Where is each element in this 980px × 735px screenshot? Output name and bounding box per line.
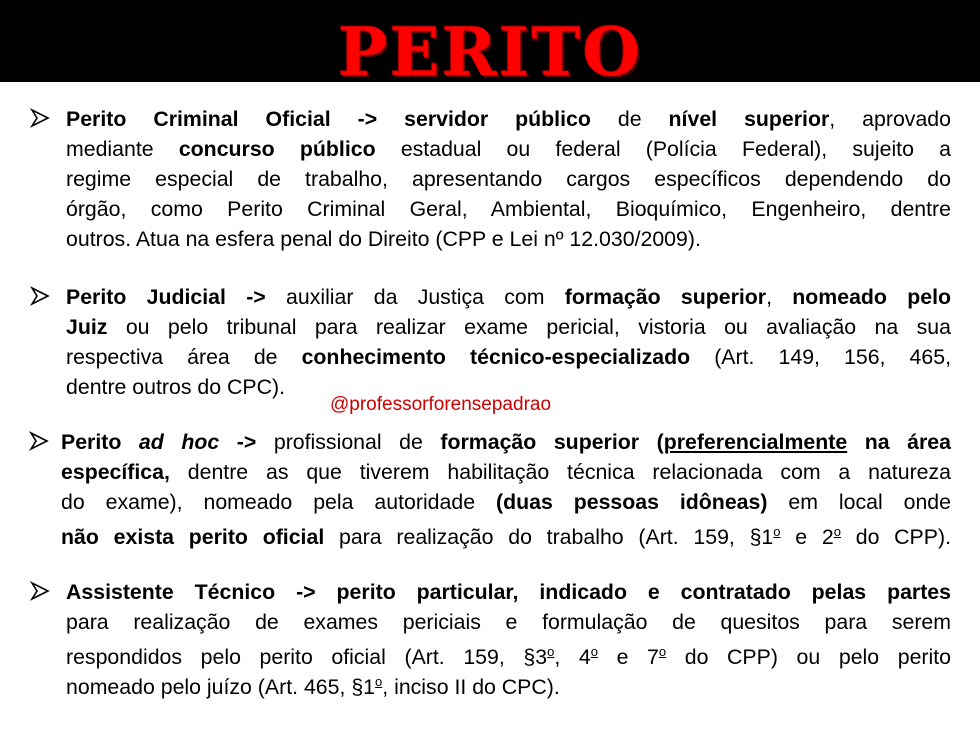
bullet-item-assistente-tecnico (66, 577, 951, 697)
item-line: órgão, como Perito Criminal Geral, Ambiental, Bioquímico, Engenheiro, dentre (66, 197, 951, 221)
item-line: regime especial de trabalho, apresentando cargos específicos dependendo do (66, 167, 951, 191)
arrowhead-bullet-icon (30, 579, 50, 603)
item-line: Perito Criminal Oficial -> servidor público de nível superior, aprovado (66, 107, 951, 131)
item-line: respondidos pelo perito oficial (Art. 159, §3$^o$, 4$^o$ e 7$^o$ do CPP) ou pelo perito (66, 644, 952, 669)
item-line: Perito ad hoc -> profissional de formação superior (preferencialmente na área (61, 430, 951, 454)
item-line: Assistente Técnico -> perito particular, indicado e contratado pelas partes (66, 580, 951, 604)
slide-title: PERITO (337, 13, 643, 91)
item-line: Perito Judicial -> auxiliar da Justiça com formação superior, nomeado pelo (66, 285, 951, 309)
bullet-item-perito-ad-hoc (61, 427, 951, 547)
item-line: respectiva área de conhecimento técnico-especializado (Art. 149, 156, 465, (66, 345, 951, 369)
bullet-item-perito-criminal-oficial (66, 104, 951, 254)
bullet-item-perito-judicial (66, 282, 951, 402)
item-line: não exista perito oficial para realização do trabalho (Art. 159, §1$^o$ e 2$^o$ do CPP). (61, 524, 951, 549)
item-line: do exame), nomeado pela autoridade (duas pessoas idôneas) em local onde (61, 490, 951, 514)
instagram-watermark: @professorforensepadrao (330, 394, 552, 415)
item-line: outros. Atua na esfera penal do Direito (CPP e Lei nº 12.030/2009). (66, 227, 701, 251)
item-line: específica, dentre as que tiverem habilitação técnica relacionada com a natureza (61, 460, 951, 484)
arrowhead-bullet-icon (30, 284, 50, 308)
item-line: mediante concurso público estadual ou federal (Polícia Federal), sujeito a (66, 137, 951, 161)
arrowhead-bullet-icon (30, 106, 50, 130)
item-line: nomeado pelo juízo (Art. 465, §1$^o$, inciso II do CPC). (66, 674, 560, 699)
item-line: Juiz ou pelo tribunal para realizar exame pericial, vistoria ou avaliação na sua (66, 315, 951, 339)
item-line: dentre outros do CPC). (66, 375, 285, 399)
arrowhead-bullet-icon (29, 429, 49, 453)
item-line: para realização de exames periciais e formulação de quesitos para serem (66, 610, 951, 634)
